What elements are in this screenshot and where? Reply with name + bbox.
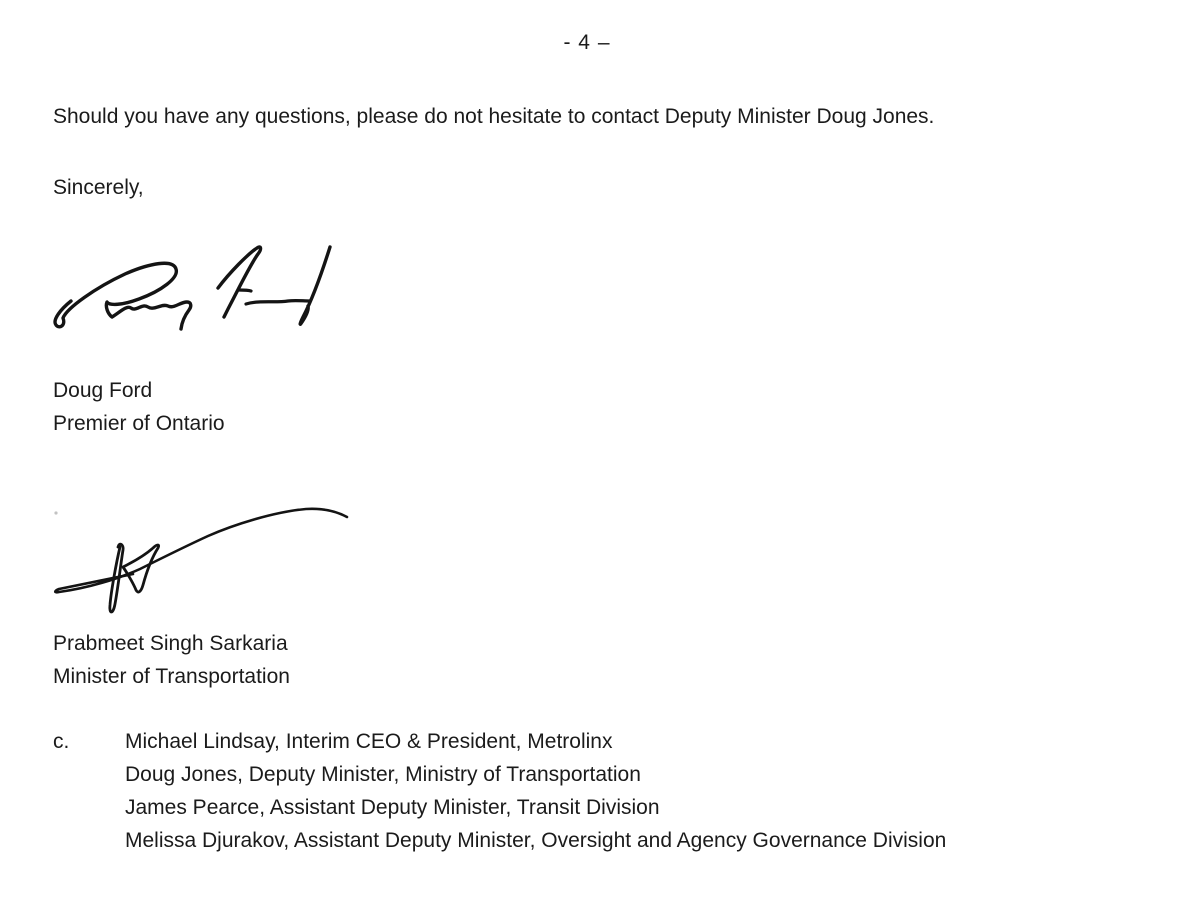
- doug-ford-signature-icon: [50, 240, 350, 355]
- page-number: - 4 –: [563, 31, 611, 54]
- prabmeet-singh-sarkaria-signature-icon: [48, 500, 358, 620]
- cc-recipient: James Pearce, Assistant Deputy Minister, Transit Division: [125, 796, 660, 819]
- letter-closing: Sincerely,: [53, 176, 144, 199]
- signatory-name: Doug Ford: [53, 379, 153, 402]
- cc-recipient-list: [125, 725, 946, 857]
- signatory-title: Minister of Transportation: [53, 665, 290, 688]
- ink-dot: [54, 511, 57, 514]
- cc-label: c.: [53, 730, 70, 753]
- cc-recipient: Melissa Djurakov, Assistant Deputy Minister, Oversight and Agency Governance Division: [125, 829, 947, 852]
- cc-block: [53, 725, 946, 857]
- cc-recipient: Michael Lindsay, Interim CEO & President, Metrolinx: [125, 730, 613, 753]
- signatory-title: Premier of Ontario: [53, 412, 225, 435]
- signatory-block-doug-ford: [53, 374, 225, 440]
- letter-body-paragraph: Should you have any questions, please do not hesitate to contact Deputy Minister Doug Jones.: [53, 105, 935, 128]
- signatory-block-prabmeet-sarkaria: [53, 627, 290, 693]
- cc-recipient: Doug Jones, Deputy Minister, Ministry of Transportation: [125, 763, 641, 786]
- signatory-name: Prabmeet Singh Sarkaria: [53, 632, 288, 655]
